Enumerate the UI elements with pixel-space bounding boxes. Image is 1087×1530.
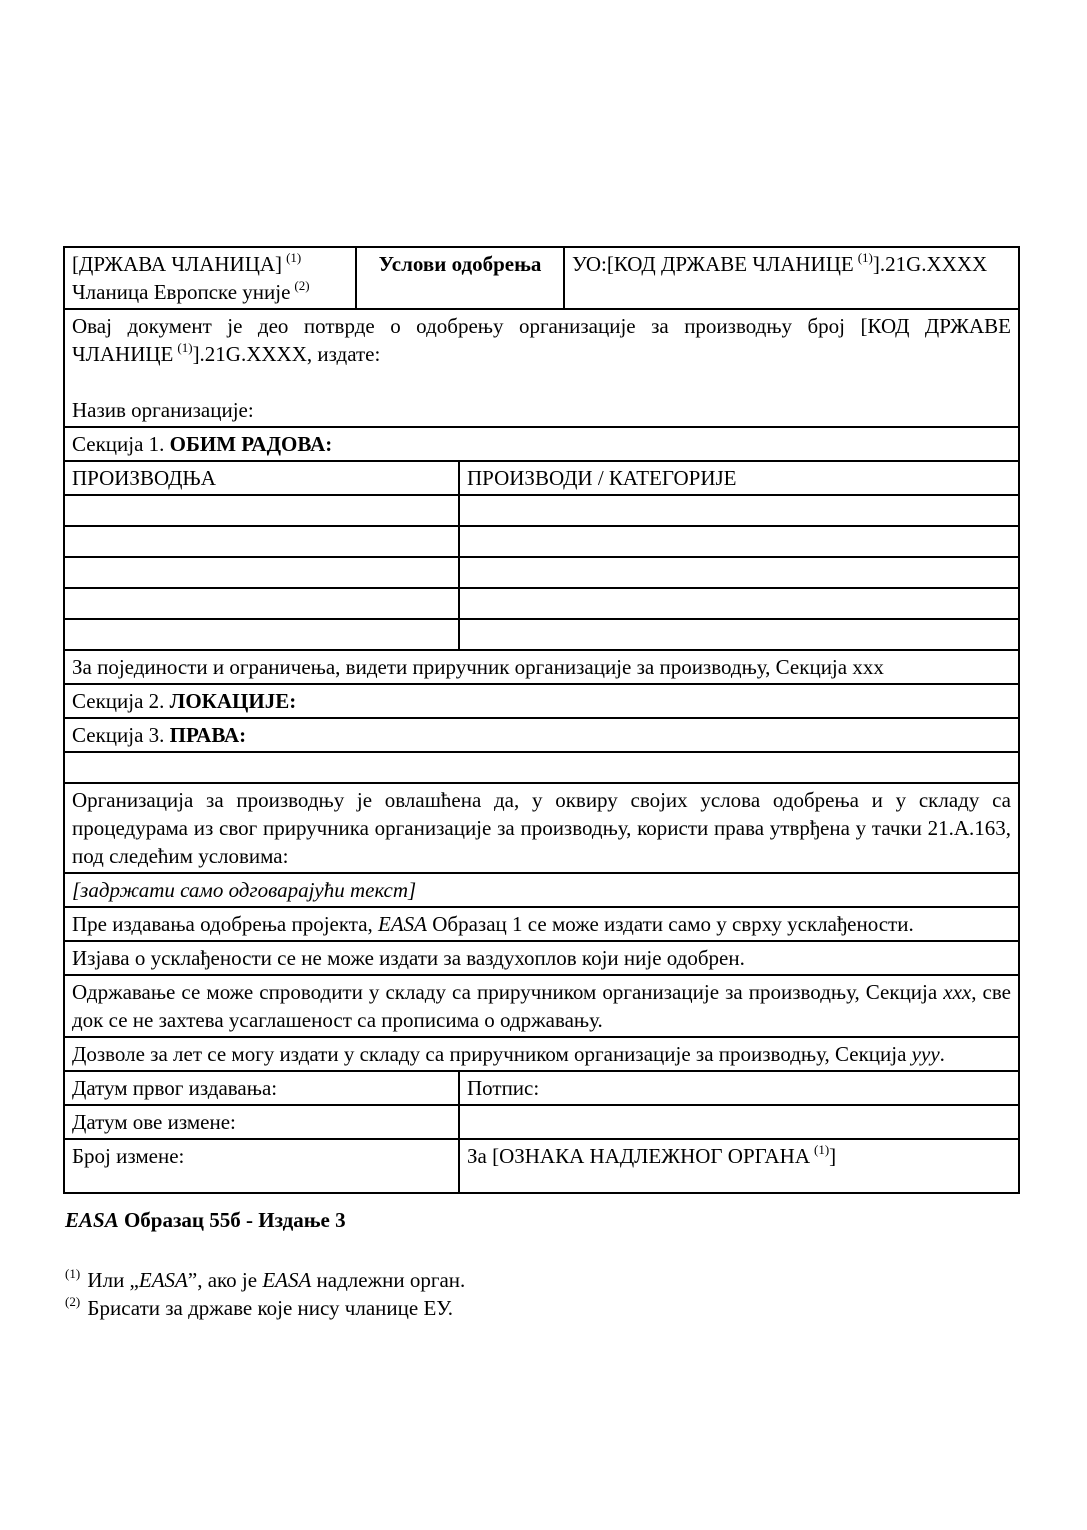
intro-text: Овај документ је део потврде о одобрењу организације за производњу број [КОД ДРЖАВЕ ЧЛАНИЦЕ <box>72 314 1011 366</box>
footnote-1 <box>65 1266 1020 1294</box>
eu-member-note: Чланица Европске уније <box>72 280 291 304</box>
condition4-text: Дозволе за лет се могу издати у складу са приручником организације за производњу, Секција <box>72 1042 912 1066</box>
section2-title: ЛОКАЦИЈЕ: <box>169 689 297 713</box>
section1-title: ОБИМ РАДОВА: <box>169 432 333 456</box>
production-cell <box>65 558 458 587</box>
section1-prefix: Секција 1. <box>72 432 170 456</box>
first-issue-row <box>63 1070 1020 1106</box>
form-title-cell <box>355 248 563 308</box>
easa-name: EASA <box>262 1268 312 1292</box>
products-cell <box>458 589 1018 618</box>
condition3-text-continued: , све док се не захтева усаглашеност са прописима о одржавању. <box>72 980 1011 1032</box>
section-yyy-ref: yyy <box>911 1042 940 1066</box>
production-cell <box>65 620 458 649</box>
footnote-ref-1: (1) <box>286 250 302 265</box>
products-categories-column-header: ПРОИЗВОДИ / КАТЕГОРИЈЕ <box>458 462 1018 494</box>
section-xxx-ref: xxx <box>943 980 972 1004</box>
section3-prefix: Секција 3. <box>72 723 170 747</box>
member-state-line2 <box>72 278 348 306</box>
scope-table-empty-row <box>63 494 1020 527</box>
form-id-text: Образац 55б - Издање 3 <box>118 1208 346 1232</box>
details-note-row: За појединости и ограничења, видети приручник организације за производњу, Секција xxx <box>63 649 1020 685</box>
revision-date-row <box>63 1104 1020 1140</box>
form-identifier <box>63 1206 1020 1234</box>
form-title: Услови одобрења <box>378 252 542 276</box>
footnote-1-text-mid: ”, ако је <box>187 1268 263 1292</box>
revision-number-row <box>63 1138 1020 1194</box>
scope-table-empty-row <box>63 618 1020 651</box>
condition4-text-continued: . <box>939 1042 945 1066</box>
footnote-1-text-end: надлежни орган. <box>311 1268 466 1292</box>
production-column-header: ПРОИЗВОДЊА <box>72 466 216 490</box>
empty-row <box>63 751 1020 784</box>
privileges-paragraph-row: Организација за производњу је овлашћена да, у оквиру својих услова одобрења и у складу са процедурама из свог приручника организације за производњу, користи права утврђена у тачки 21.А.163, под следећим условима: <box>63 782 1020 874</box>
production-cell <box>65 496 458 525</box>
intro-paragraph <box>72 312 1011 368</box>
condition1-text: Пре издавања одобрења пројекта, <box>72 912 379 936</box>
scope-table-header-row <box>63 460 1020 496</box>
footnote-ref-1: (1) <box>813 1142 830 1157</box>
section3-row <box>63 717 1020 753</box>
section3-title: ПРАВА: <box>169 723 247 747</box>
footnotes-block <box>63 1266 1020 1322</box>
easa-name: EASA <box>138 1268 188 1292</box>
authority-signature-cell <box>458 1140 1018 1192</box>
condition4-row <box>63 1036 1020 1072</box>
form-header-row <box>63 246 1020 310</box>
intro-text-continued: ].21G.XXXX, издате: <box>192 342 381 366</box>
intro-row <box>63 308 1020 428</box>
member-state-cell <box>65 248 355 308</box>
footnote-ref-1: (1) <box>177 340 193 355</box>
scope-table-empty-row <box>63 556 1020 589</box>
condition2-row: Изјава о усклађености се не може издати за ваздухоплов који није одобрен. <box>63 940 1020 976</box>
products-cell <box>458 558 1018 587</box>
condition1-text-continued: Образац 1 се може издати само у сврху усклађености. <box>427 912 914 936</box>
products-cell <box>458 527 1018 556</box>
approval-terms-form <box>63 246 1020 1194</box>
approval-ref-number: ].21G.XXXX <box>872 252 988 276</box>
authority-text-closing: ] <box>829 1144 837 1168</box>
blank-line <box>72 368 1011 396</box>
footnote-ref-2: (2) <box>294 278 310 293</box>
revision-date-value-cell <box>458 1106 1018 1138</box>
footnote-1-text: Или „ <box>82 1268 139 1292</box>
production-cell <box>65 589 458 618</box>
production-cell <box>65 527 458 556</box>
footnote-2 <box>65 1294 1020 1322</box>
authority-text: За [ОЗНАКА НАДЛЕЖНОГ ОРГАНА <box>467 1144 810 1168</box>
footnote-1-marker: (1) <box>65 1266 81 1281</box>
footnote-ref-1: (1) <box>857 250 873 265</box>
member-state-name: [ДРЖАВА ЧЛАНИЦА] <box>72 252 283 276</box>
revision-number-label: Број измене: <box>72 1144 185 1168</box>
section1-row <box>63 426 1020 462</box>
footnote-2-marker: (2) <box>65 1294 81 1309</box>
products-cell <box>458 620 1018 649</box>
retain-text-note-row: [задржати само одговарајући текст] <box>63 872 1020 908</box>
approval-reference-cell <box>563 248 1018 308</box>
scope-table-empty-row <box>63 525 1020 558</box>
products-cell <box>458 496 1018 525</box>
easa-name: EASA <box>378 912 428 936</box>
approval-ref-text: УО:[КОД ДРЖАВЕ ЧЛАНИЦЕ <box>572 252 854 276</box>
member-state-line1 <box>72 250 348 278</box>
scope-table-empty-row <box>63 587 1020 620</box>
section2-prefix: Секција 2. <box>72 689 170 713</box>
org-name-label: Назив организације: <box>72 398 254 422</box>
condition3-text: Одржавање се може спроводити у складу са приручником организације за производњу, Секција <box>72 980 944 1004</box>
signature-label: Потпис: <box>458 1072 1018 1104</box>
condition1-row <box>63 906 1020 942</box>
revision-date-label: Датум ове измене: <box>72 1110 236 1134</box>
section2-row <box>63 683 1020 719</box>
easa-name: EASA <box>65 1208 119 1232</box>
first-issue-date-label: Датум првог издавања: <box>72 1076 278 1100</box>
condition3-row <box>63 974 1020 1038</box>
footnote-2-text: Брисати за државе које нису чланице ЕУ. <box>82 1296 453 1320</box>
